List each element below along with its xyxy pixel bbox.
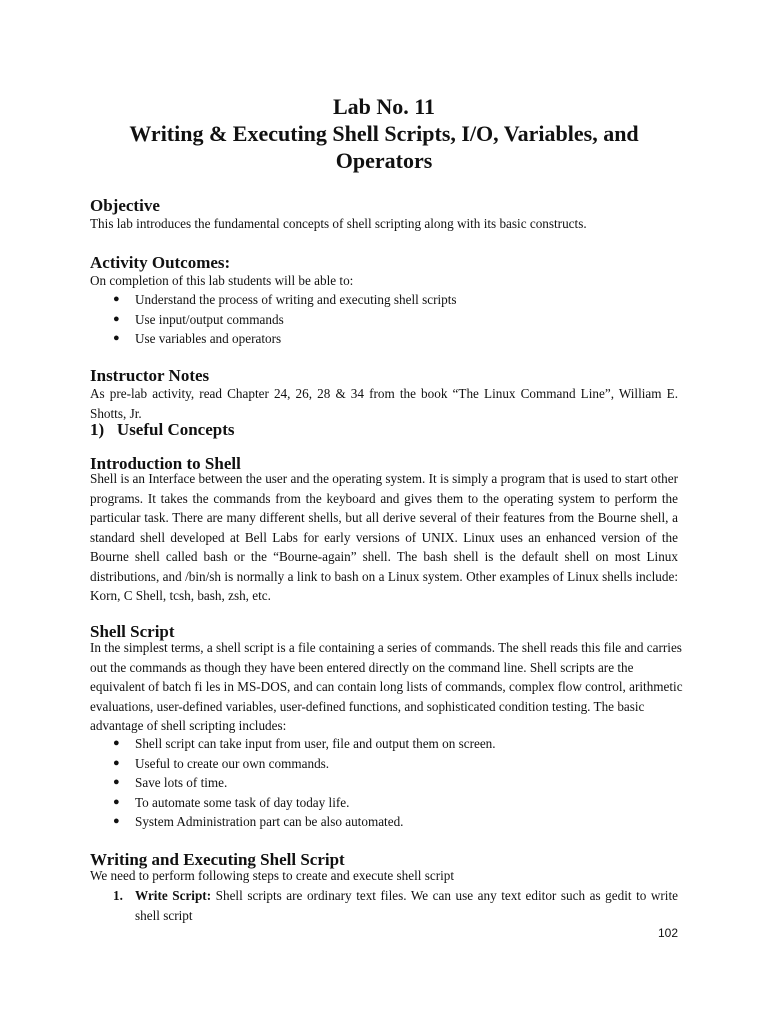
- list-item: [113, 793, 496, 813]
- activity-outcomes-list: [113, 290, 457, 349]
- intro-shell-heading: Introduction to Shell: [90, 454, 241, 473]
- list-item-text: To automate some task of day today life.: [135, 794, 350, 810]
- list-item-text: Useful to create our own commands.: [135, 755, 330, 771]
- step-number: 1.: [113, 888, 123, 903]
- shell-script-heading: Shell Script: [90, 622, 175, 641]
- bullet-icon: ●: [113, 756, 120, 769]
- shell-script-text: In the simplest terms, a shell script is a file containing a series of commands. The shell reads this file and carries out the commands as though they have been entered directly on the command line. Shell scripts are the equivalent of batch fi les in MS-DOS, and can contain long lists of commands, complex flow control, arithmetic evaluations, user-defined variables, user-defined functions, and sophisticated condition testing. The basic advantage of shell scripting includes:: [90, 640, 683, 733]
- steps-list: [113, 886, 678, 925]
- list-item-text: Save lots of time.: [135, 775, 228, 790]
- instructor-notes-heading: Instructor Notes: [90, 366, 210, 385]
- lab-title: [90, 93, 678, 174]
- page-number: 102: [657, 926, 678, 940]
- activity-outcomes-heading: Activity Outcomes:: [90, 253, 231, 272]
- list-item-text: Use input/output commands: [135, 311, 284, 327]
- bullet-icon: ●: [113, 776, 120, 788]
- list-item: [113, 886, 678, 925]
- bullet-icon: ●: [113, 815, 120, 827]
- step-label: Write Script:: [135, 888, 212, 903]
- bullet-icon: ●: [113, 332, 120, 344]
- shell-script-advantages-list: [113, 734, 496, 832]
- section-1-heading: 1) Useful Concepts: [90, 420, 235, 439]
- bullet-icon: ●: [113, 312, 120, 325]
- list-item: [113, 812, 496, 832]
- lab-title-line-1: Writing & Executing Shell Scripts, I/O, Variables, and: [129, 121, 639, 146]
- writing-executing-heading: Writing and Executing Shell Script: [90, 850, 345, 869]
- bullet-icon: ●: [113, 737, 120, 749]
- intro-shell-text: Shell is an Interface between the user and the operating system. It is simply a program that is used to start other programs. It takes the commands from the keyboard and gives them to the operating system to perform the particular task. There are many different shells, but all derive several of their features from the Bourne shell, a standard shell developed at Bell Labs for early versions of UNIX. Linux uses an enhanced version of the Bourne shell called bash or the “Bourne-again” shell. The bash shell is the default shell on most Linux distributions, and /bin/sh is normally a link to bash on a Linux system. Other examples of Linux shells include: Korn, C Shell, tcsh, bash, zsh, etc.: [90, 471, 678, 603]
- objective-text: This lab introduces the fundamental concepts of shell scripting along with its basic constructs.: [90, 216, 587, 231]
- step-body: [135, 886, 678, 925]
- activity-outcomes-intro: On completion of this lab students will be able to:: [90, 273, 354, 288]
- lab-number: Lab No. 11: [332, 94, 436, 119]
- writing-executing-intro: We need to perform following steps to create and execute shell script: [90, 868, 455, 883]
- list-item-text: Shell script can take input from user, file and output them on screen.: [135, 736, 496, 751]
- list-item: [113, 310, 457, 330]
- objective-heading: Objective: [90, 196, 160, 215]
- bullet-icon: ●: [113, 293, 120, 305]
- step-text: Shell scripts are ordinary text files. We can use any text editor such as gedit to write shell script: [135, 888, 678, 923]
- list-item-text: Understand the process of writing and executing shell scripts: [135, 292, 457, 307]
- list-item-text: System Administration part can be also automated.: [135, 814, 404, 829]
- instructor-notes-text: As pre-lab activity, read Chapter 24, 26, 28 & 34 from the book “The Linux Command Line”, William E. Shotts, Jr.: [90, 386, 678, 421]
- list-item-text: Use variables and operators: [135, 331, 282, 346]
- list-item: [113, 329, 457, 349]
- bullet-icon: ●: [113, 795, 120, 808]
- lab-title-line-2: Operators: [335, 148, 433, 173]
- list-item: [113, 773, 496, 793]
- list-item: [113, 754, 496, 774]
- list-item: [113, 290, 457, 310]
- list-item: [113, 734, 496, 754]
